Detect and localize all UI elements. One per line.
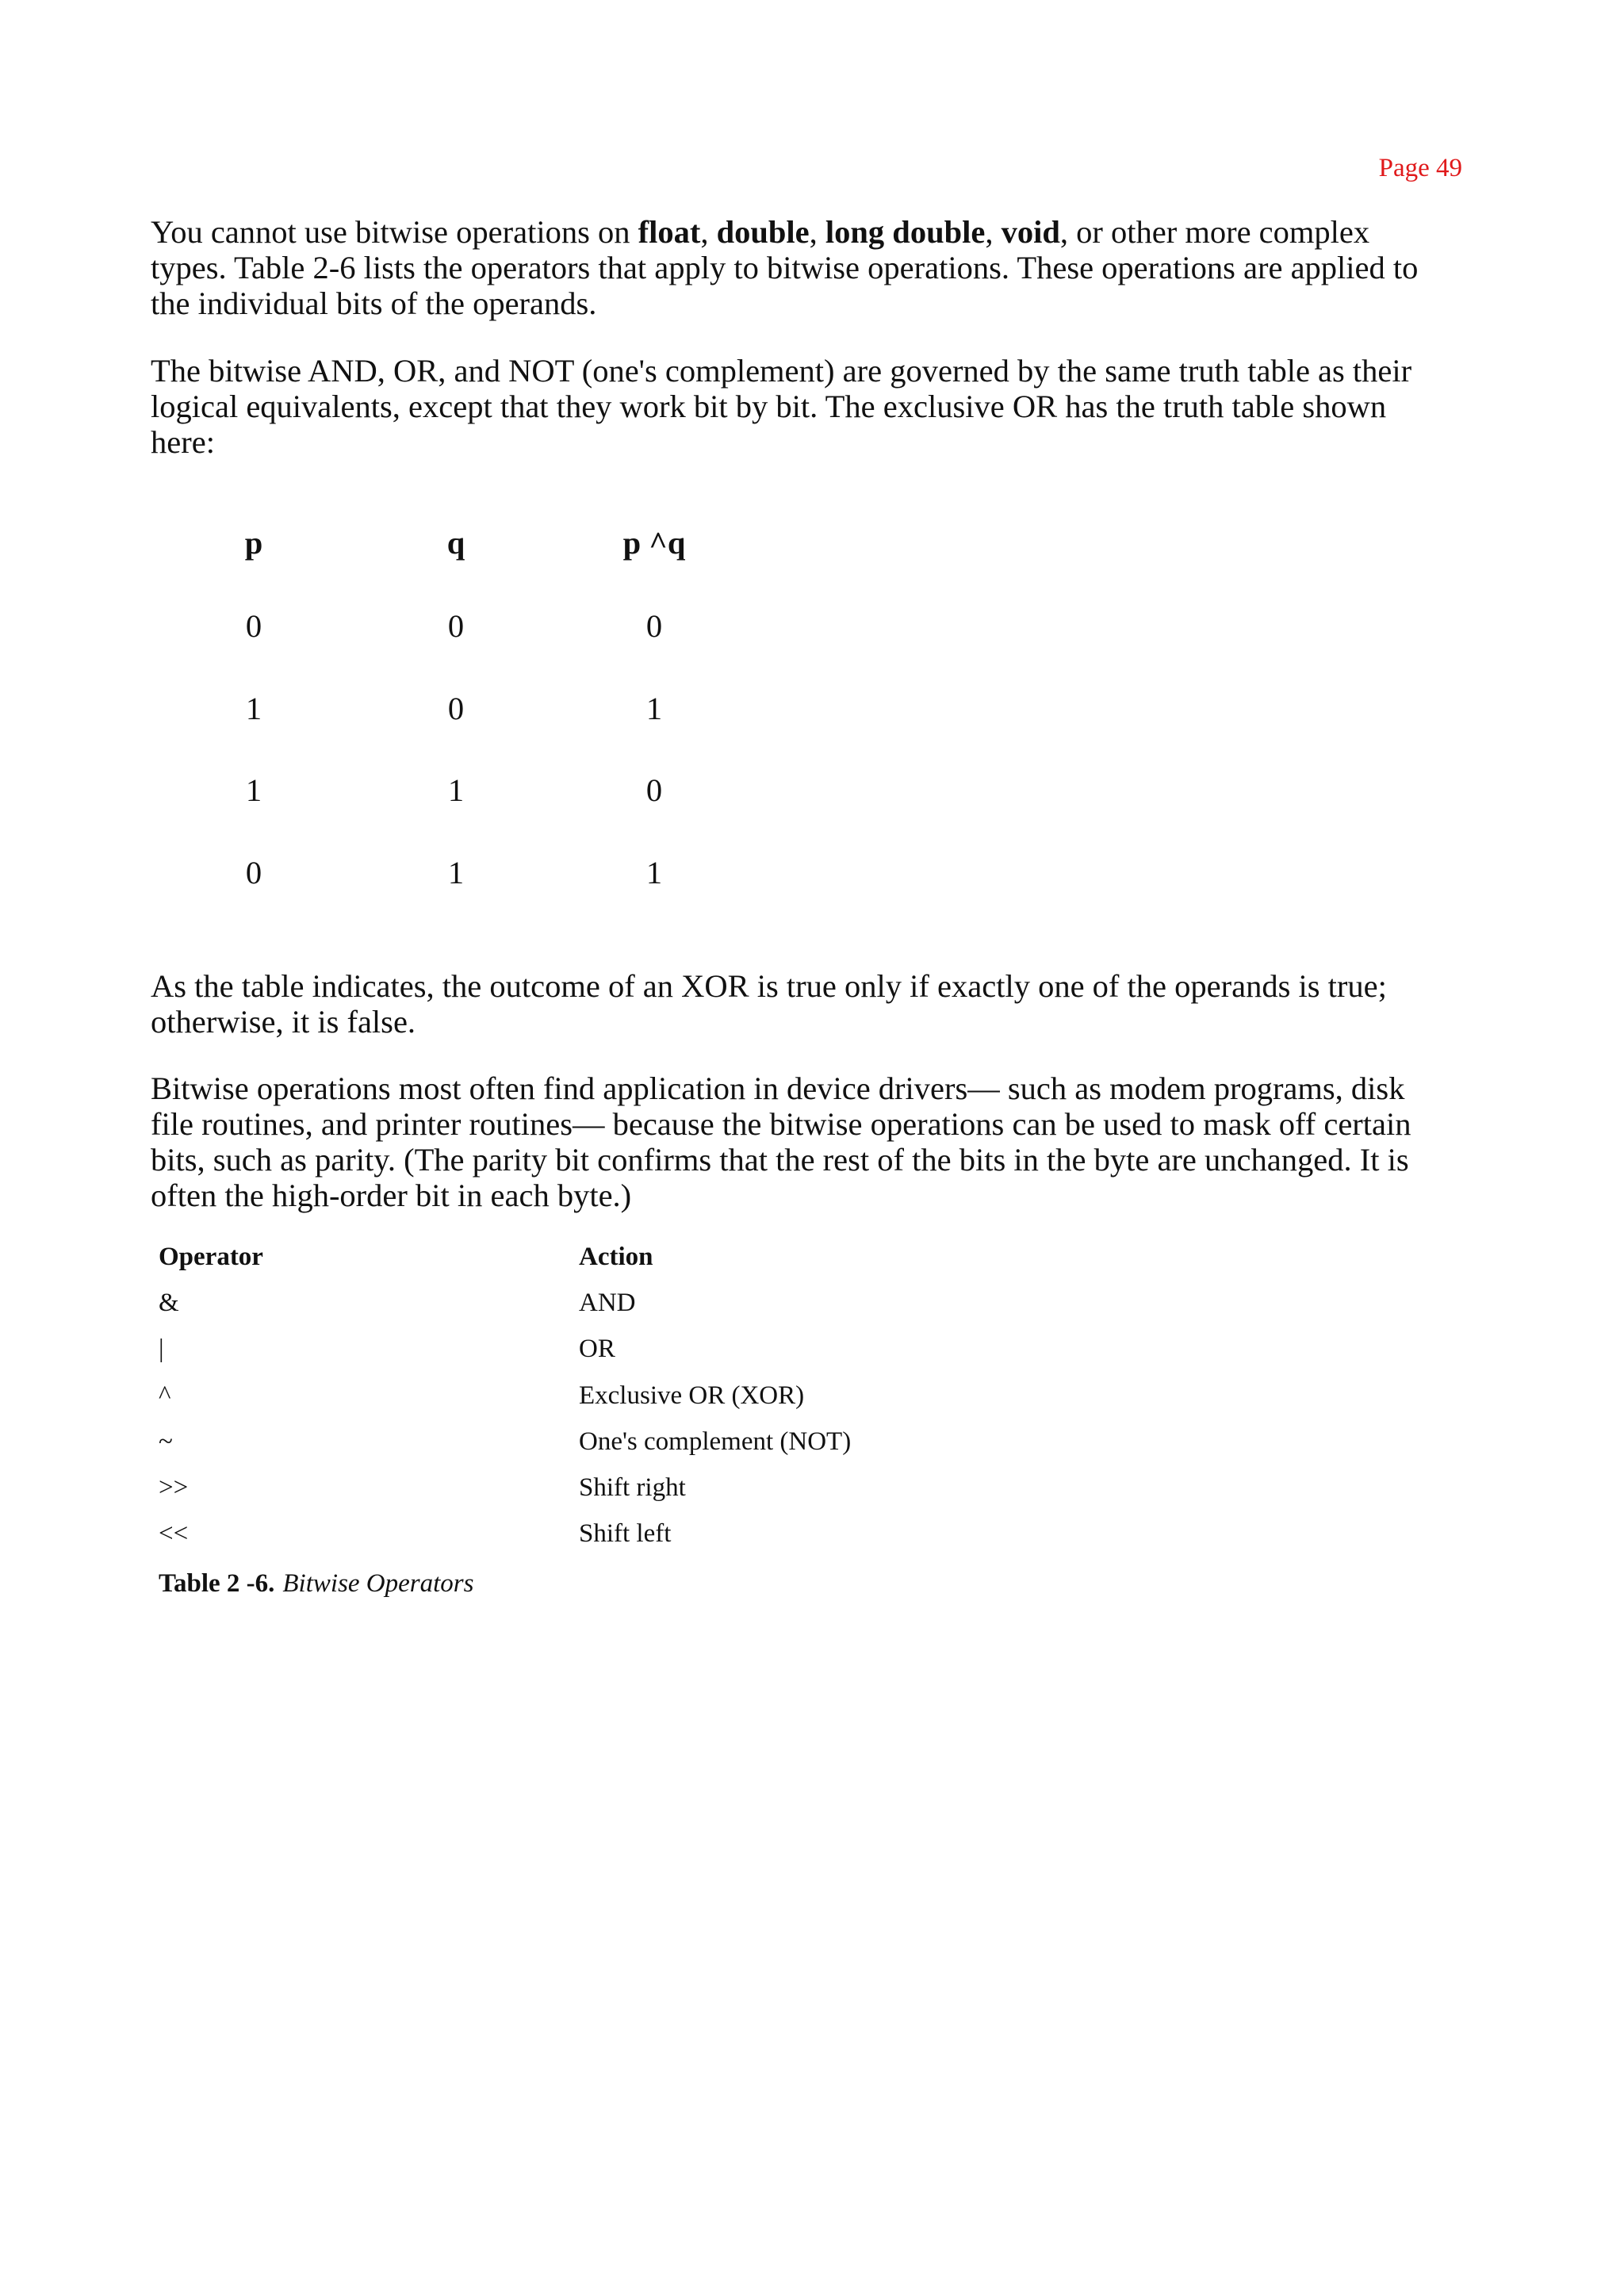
truth-table-header-q: q [446,525,465,561]
truth-table-cell: 0 [447,691,465,726]
truth-table-header-p-xor-q: p ^q [622,525,686,561]
paragraph-bitwise-types [151,214,1451,321]
paragraph-text: , [700,214,717,250]
truth-table-cell: 1 [645,855,663,890]
truth-table-cell: 1 [645,691,663,726]
truth-table-cell: 1 [245,772,262,808]
caption-text: Bitwise Operators [282,1569,474,1598]
truth-table-cell: 0 [245,855,262,890]
caption-label: Table 2 -6. [159,1569,275,1598]
operator-symbol: >> [159,1473,189,1502]
operator-action: Shift right [579,1473,686,1502]
truth-table-cell: 1 [447,855,465,890]
operator-symbol: << [159,1519,189,1549]
keyword-void: void [1001,214,1060,250]
truth-table-cell: 0 [645,772,663,808]
operator-symbol: ^ [159,1381,171,1410]
operator-table [159,1241,952,1564]
keyword-float: float [638,214,701,250]
paragraph-text: , [809,214,825,250]
paragraph-bitwise-applications: Bitwise operations most often find application in device drivers— such as modem programs, disk file routines, and printer routines— because the bitwise operations can be used to mask off certain bits, such as parity. (The parity bit confirms that the rest of the bits in the byte are unchanged. It is often the high-order bit in each byte.) [151,1070,1411,1213]
truth-table-cell: 1 [447,772,465,808]
table-caption [159,1568,473,1599]
operator-action: Shift left [579,1519,672,1549]
page-number: Page 49 [1378,154,1462,182]
table-row [159,1287,952,1333]
keyword-long-double: long double [825,214,986,250]
table-row [159,1426,952,1472]
operator-action: One's complement (NOT) [579,1427,852,1456]
table-row [159,1380,952,1426]
truth-table-cell: 0 [447,608,465,644]
truth-table-cell: 1 [245,691,262,726]
keyword-double: double [716,214,810,250]
operator-action: Exclusive OR (XOR) [579,1381,805,1410]
paragraph-xor-explanation: As the table indicates, the outcome of an XOR is true only if exactly one of the operands is true; otherwise, it is false. [151,968,1387,1040]
column-header-operator: Operator [159,1243,263,1271]
table-header-row [159,1241,952,1287]
paragraph-text: You cannot use bitwise operations on [151,214,638,250]
table-row [159,1472,952,1518]
table-row [159,1333,952,1379]
operator-action: AND [579,1289,636,1318]
column-header-action: Action [579,1243,653,1271]
truth-table-cell: 0 [645,608,663,644]
paragraph-text: , or other more complex types. Table 2-6 lists the operators that apply to bitwise operations. These operations are applied to the individual bits of the operands. [151,214,1419,321]
truth-table-cell: 0 [245,608,262,644]
operator-symbol: & [159,1289,179,1318]
operator-symbol: | [159,1335,164,1364]
paragraph-truth-table-intro: The bitwise AND, OR, and NOT (one's complement) are governed by the same truth table as their logical equivalents, except that they work bit by bit. The exclusive OR has the truth table shown here: [151,353,1412,460]
operator-action: OR [579,1335,615,1364]
operator-symbol: ~ [159,1427,173,1456]
truth-table-header-p: p [244,525,263,561]
paragraph-text: , [985,214,1002,250]
table-row [159,1518,952,1564]
